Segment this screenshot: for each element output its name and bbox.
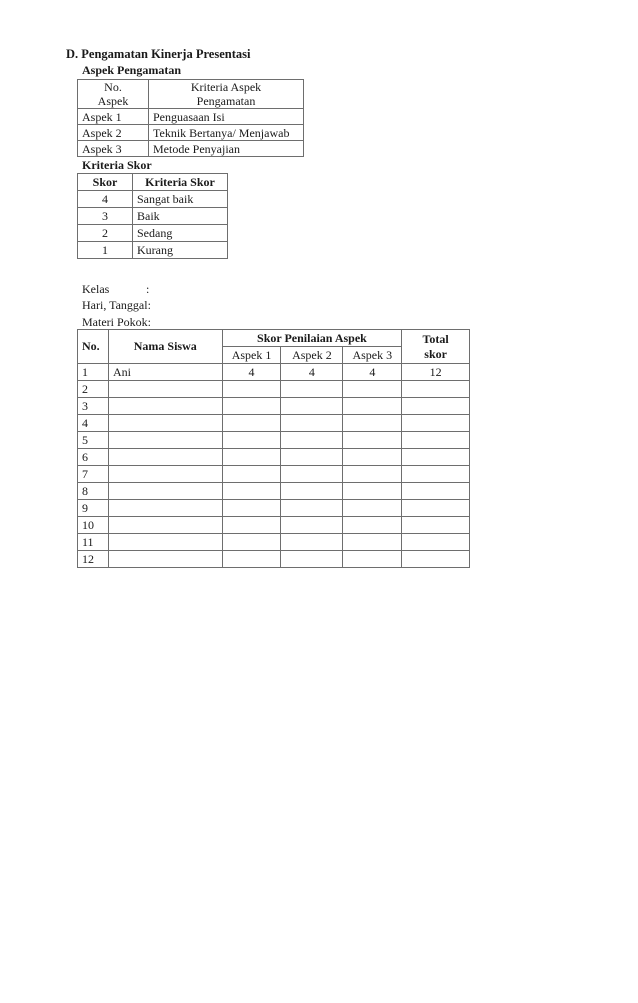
skor-kriteria: Sedang [133,225,228,242]
table-row [78,398,470,415]
row-aspek-3 [343,534,402,551]
header-aspek-3: Aspek 3 [343,347,402,364]
skor-kriteria: Kurang [133,242,228,259]
table-row [78,364,470,381]
row-aspek-1 [222,449,281,466]
header-aspek-1: Aspek 1 [222,347,281,364]
aspek-no: Aspek 1 [78,109,149,125]
row-aspek-3 [343,483,402,500]
header-total-line1: Total [422,331,449,346]
row-total-skor [402,449,470,466]
row-no: 4 [78,415,109,432]
row-aspek-3 [343,381,402,398]
table-row [78,242,228,259]
table-row [78,500,470,517]
skor-kriteria: Sangat baik [133,191,228,208]
row-no: 7 [78,466,109,483]
header-aspek-2: Aspek 2 [281,347,343,364]
row-aspek-3 [343,466,402,483]
header-kriteria-line1: Kriteria Aspek [190,80,262,94]
kriteria-skor-table [77,173,228,259]
header-total-skor [402,330,470,364]
table-row [78,225,228,242]
row-no: 3 [78,398,109,415]
row-aspek-2 [281,466,343,483]
row-total-skor [402,551,470,568]
row-no: 5 [78,432,109,449]
header-no-line2: Aspek [97,94,129,108]
row-nama-siswa [108,483,222,500]
header-no-line1: No. [104,80,122,94]
table-row [78,208,228,225]
kelas-label: Kelas [82,282,110,296]
materi-pokok-label: Materi Pokok: [82,315,151,329]
table-row [78,551,470,568]
table-row [78,517,470,534]
table-row [78,432,470,449]
row-no: 10 [78,517,109,534]
row-total-skor [402,398,470,415]
row-aspek-1 [222,398,281,415]
aspek-kriteria: Metode Penyajian [149,141,304,157]
header-nama-siswa: Nama Siswa [108,330,222,364]
skor-kriteria: Baik [133,208,228,225]
row-total-skor: 12 [402,364,470,381]
aspek-pengamatan-table [77,79,304,157]
row-nama-siswa [108,551,222,568]
row-no: 6 [78,449,109,466]
row-nama-siswa [108,517,222,534]
skor-value: 4 [78,191,133,208]
skor-table-header [78,174,228,191]
row-aspek-2 [281,534,343,551]
aspek-pengamatan-title: Aspek Pengamatan [82,63,182,77]
table-row [78,109,304,125]
row-aspek-2 [281,381,343,398]
table-row [78,381,470,398]
header-no: No. [78,330,109,364]
row-aspek-3 [343,517,402,534]
row-no: 2 [78,381,109,398]
row-nama-siswa [108,381,222,398]
row-total-skor [402,381,470,398]
row-aspek-1 [222,517,281,534]
hari-tanggal-label: Hari, Tanggal: [82,298,151,312]
skor-value: 2 [78,225,133,242]
header-kriteria-aspek [149,80,304,109]
row-aspek-1 [222,500,281,517]
header-skor-penilaian-aspek: Skor Penilaian Aspek [222,330,402,347]
table-row [78,141,304,157]
table-row [78,125,304,141]
row-aspek-3 [343,398,402,415]
row-aspek-3 [343,415,402,432]
table-row [78,191,228,208]
row-aspek-2 [281,551,343,568]
row-aspek-1 [222,381,281,398]
header-kriteria-line2: Pengamatan [196,94,256,108]
aspek-kriteria: Teknik Bertanya/ Menjawab [149,125,304,141]
row-aspek-2 [281,432,343,449]
row-aspek-1: 4 [222,364,281,381]
row-aspek-2 [281,483,343,500]
row-total-skor [402,517,470,534]
row-nama-siswa [108,534,222,551]
aspek-table-header [78,80,304,109]
row-no: 1 [78,364,109,381]
row-aspek-1 [222,466,281,483]
skor-value: 3 [78,208,133,225]
row-nama-siswa [108,398,222,415]
penilaian-header-row-1 [78,330,470,347]
row-aspek-1 [222,551,281,568]
row-aspek-3 [343,449,402,466]
row-aspek-2 [281,415,343,432]
row-total-skor [402,534,470,551]
row-aspek-2 [281,449,343,466]
aspek-no: Aspek 2 [78,125,149,141]
row-aspek-1 [222,432,281,449]
row-no: 12 [78,551,109,568]
row-total-skor [402,432,470,449]
aspek-no: Aspek 3 [78,141,149,157]
row-total-skor [402,500,470,517]
row-no: 8 [78,483,109,500]
row-aspek-3: 4 [343,364,402,381]
penilaian-body [78,364,470,568]
header-skor: Skor [78,174,133,191]
row-aspek-1 [222,483,281,500]
kriteria-skor-title: Kriteria Skor [82,158,152,172]
row-no: 11 [78,534,109,551]
row-aspek-3 [343,551,402,568]
aspek-kriteria: Penguasaan Isi [149,109,304,125]
row-nama-siswa [108,466,222,483]
header-no-aspek [78,80,149,109]
penilaian-table [77,329,470,568]
row-aspek-1 [222,415,281,432]
table-row [78,483,470,500]
row-aspek-1 [222,534,281,551]
row-nama-siswa: Ani [108,364,222,381]
table-row [78,534,470,551]
row-aspek-3 [343,500,402,517]
header-kriteria-skor: Kriteria Skor [133,174,228,191]
row-aspek-2 [281,500,343,517]
row-total-skor [402,466,470,483]
table-row [78,466,470,483]
row-total-skor [402,483,470,500]
section-title: D. Pengamatan Kinerja Presentasi [66,47,251,61]
row-nama-siswa [108,500,222,517]
row-aspek-2 [281,517,343,534]
row-aspek-3 [343,432,402,449]
table-row [78,449,470,466]
kelas-colon: : [146,282,150,296]
skor-value: 1 [78,242,133,259]
row-aspek-2: 4 [281,364,343,381]
row-aspek-2 [281,398,343,415]
row-total-skor [402,415,470,432]
row-no: 9 [78,500,109,517]
row-nama-siswa [108,449,222,466]
header-total-line2: skor [424,346,447,361]
table-row [78,415,470,432]
row-nama-siswa [108,415,222,432]
row-nama-siswa [108,432,222,449]
